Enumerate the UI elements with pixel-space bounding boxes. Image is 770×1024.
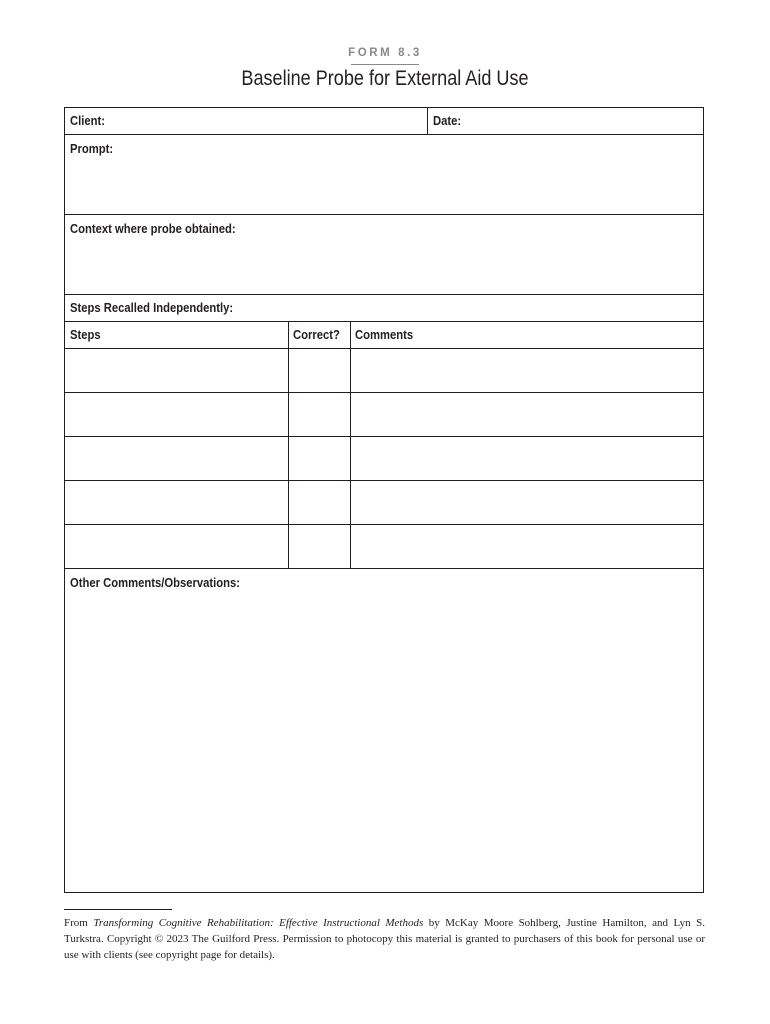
form-number: FORM 8.3 bbox=[348, 47, 422, 59]
correct-cell[interactable] bbox=[289, 349, 350, 392]
comments-cell[interactable] bbox=[351, 349, 703, 392]
client-field[interactable] bbox=[65, 108, 427, 134]
comments-column-header: Comments bbox=[355, 328, 414, 342]
footnote bbox=[64, 915, 705, 963]
step-cell[interactable] bbox=[65, 349, 288, 392]
client-label: Client: bbox=[70, 114, 106, 128]
form-box bbox=[64, 107, 704, 893]
step-cell[interactable] bbox=[65, 437, 288, 480]
page-title: Baseline Probe for External Aid Use bbox=[241, 67, 529, 90]
date-label: Date: bbox=[433, 114, 462, 128]
step-cell[interactable] bbox=[65, 481, 288, 524]
context-label: Context where probe obtained: bbox=[70, 222, 236, 236]
correct-cell[interactable] bbox=[289, 437, 350, 480]
footnote-rule bbox=[64, 909, 172, 910]
comments-cell[interactable] bbox=[351, 437, 703, 480]
correct-column-header: Correct? bbox=[293, 328, 340, 342]
date-field[interactable] bbox=[428, 108, 703, 134]
step-cell[interactable] bbox=[65, 525, 288, 568]
steps-column-header: Steps bbox=[70, 328, 101, 342]
comments-cell[interactable] bbox=[351, 481, 703, 524]
form-number-underline bbox=[351, 64, 419, 65]
divider bbox=[65, 294, 703, 295]
footnote-prefix: From bbox=[64, 917, 94, 929]
footnote-suffix: by McKay Moore Sohlberg, Justine Hamilton, and Lyn S. Turkstra. Copyright © 2023 The Guilford Press. Permission to photocopy this material is granted to purchasers of this book for personal use or use with clients (see copyright page for details). bbox=[64, 917, 706, 961]
divider bbox=[65, 321, 703, 322]
correct-cell[interactable] bbox=[289, 393, 350, 436]
comments-cell[interactable] bbox=[351, 393, 703, 436]
step-cell[interactable] bbox=[65, 393, 288, 436]
prompt-field[interactable] bbox=[65, 135, 703, 214]
steps-recalled-label: Steps Recalled Independently: bbox=[70, 301, 234, 315]
other-comments-label: Other Comments/Observations: bbox=[70, 576, 241, 590]
context-field[interactable] bbox=[65, 215, 703, 294]
comments-cell[interactable] bbox=[351, 525, 703, 568]
book-title: Transforming Cognitive Rehabilitation: Effective Instructional Methods bbox=[93, 917, 424, 929]
prompt-label: Prompt: bbox=[70, 142, 114, 156]
correct-cell[interactable] bbox=[289, 481, 350, 524]
other-comments-field[interactable] bbox=[65, 569, 703, 892]
correct-cell[interactable] bbox=[289, 525, 350, 568]
